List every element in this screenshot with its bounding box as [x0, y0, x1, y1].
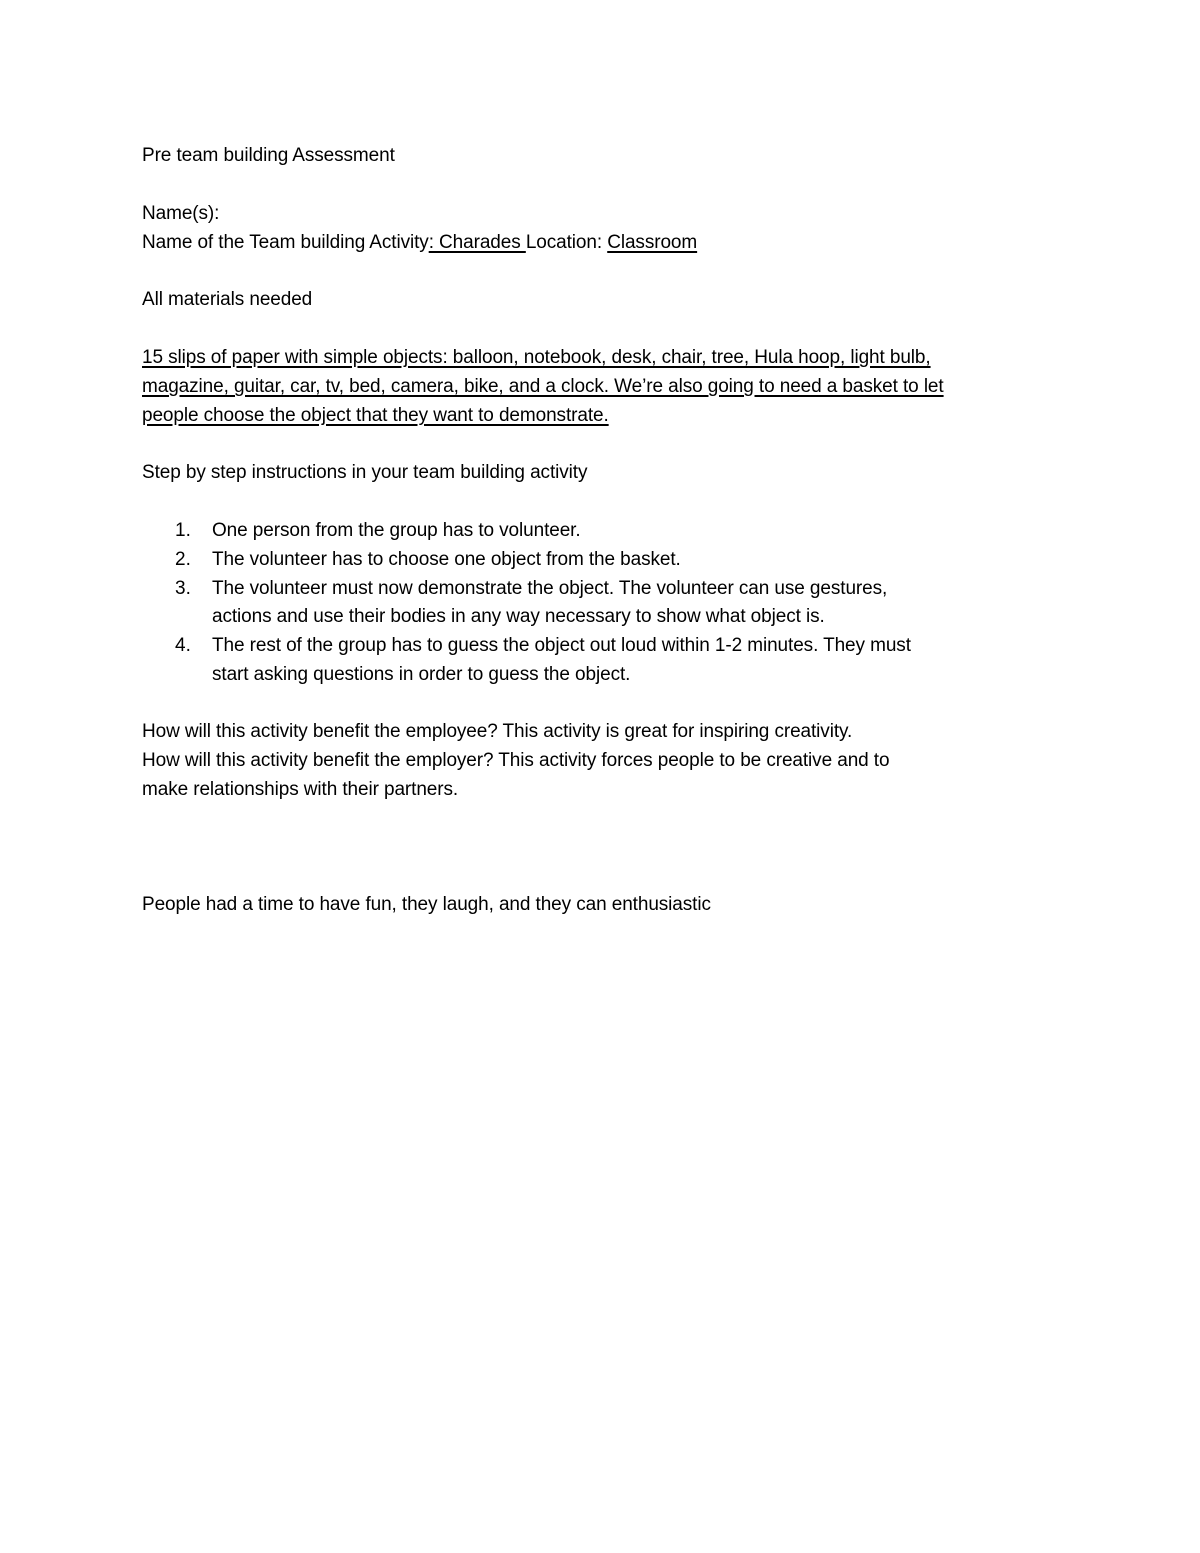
names-label: Name(s):: [142, 203, 220, 224]
instructions-heading: Step by step instructions in your team building activity: [142, 462, 588, 483]
document-title: Pre team building Assessment: [142, 145, 395, 166]
activity-label: Name of the Team building Activity: [142, 232, 429, 253]
closing-remark: People had a time to have fun, they laugh, and they can enthusiastic: [142, 894, 711, 915]
benefit-line: make relationships with their partners.: [142, 779, 459, 800]
step-number: 4.: [175, 635, 191, 656]
materials-line: people choose the object that they want to demonstrate.: [142, 405, 609, 426]
location-value: Classroom: [607, 232, 698, 253]
activity-name: : Charades: [428, 232, 526, 253]
activity-line: [142, 228, 697, 257]
step-text: One person from the group has to volunteer.: [212, 520, 581, 541]
location-label: Location:: [525, 232, 608, 253]
step-number: 2.: [175, 549, 191, 570]
benefit-line: How will this activity benefit the employee? This activity is great for inspiring creativity.: [142, 721, 853, 742]
materials-heading: All materials needed: [142, 289, 313, 310]
step-text: The volunteer has to choose one object from the basket.: [212, 549, 681, 570]
step-number: 1.: [175, 520, 191, 541]
materials-line: magazine, guitar, car, tv, bed, camera, bike, and a clock. We’re also going to need a basket to let: [142, 376, 944, 397]
benefit-line: How will this activity benefit the employer? This activity forces people to be creative and to: [142, 750, 890, 771]
step-text: The rest of the group has to guess the object out loud within 1-2 minutes. They must: [212, 635, 911, 656]
step-text: start asking questions in order to guess the object.: [212, 664, 631, 685]
step-number: 3.: [175, 578, 191, 599]
step-text: actions and use their bodies in any way necessary to show what object is.: [212, 606, 825, 627]
materials-line: 15 slips of paper with simple objects: balloon, notebook, desk, chair, tree, Hula hoop, light bulb,: [142, 347, 931, 368]
step-text: The volunteer must now demonstrate the object. The volunteer can use gestures,: [212, 578, 888, 599]
